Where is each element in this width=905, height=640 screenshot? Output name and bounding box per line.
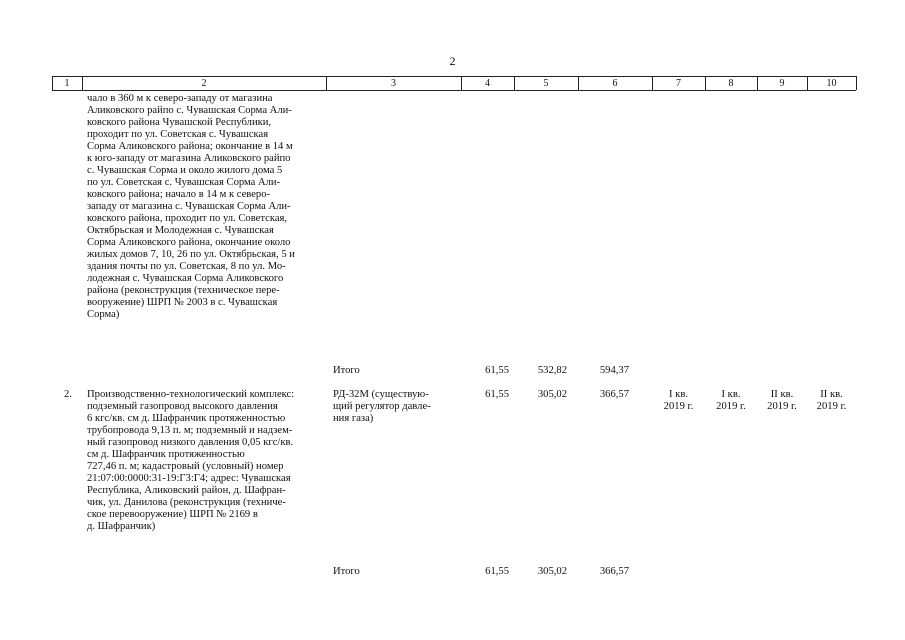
description-line: Аликовского райпо с. Чувашская Сорма Али-	[87, 105, 292, 116]
subtotal-col4: 61,55	[485, 365, 509, 376]
equipment-line: щий регулятор давле-	[333, 401, 431, 412]
description-line: здания почты по ул. Советская, 8 по ул. Мо-	[87, 261, 286, 272]
description-line: 727,46 п. м; кадастровый (условный) номер	[87, 461, 284, 472]
description-line: ковского района; начало в 14 м к северо-	[87, 189, 271, 200]
description-line: вооружение) ШРП № 2003 в с. Чувашская	[87, 297, 278, 308]
description-line: ный газопровод низкого давления 0,05 кгс/кв.	[87, 437, 294, 448]
col-header-10: 10	[826, 78, 837, 89]
subtotal-col5: 532,82	[537, 365, 567, 376]
description-line: проходит по ул. Советская с. Чувашская	[87, 129, 269, 140]
description-line: д. Шафранчик)	[87, 521, 156, 532]
col-header-7: 7	[676, 78, 681, 89]
description-line: жилых домов 7, 10, 26 по ул. Октябрьская, 5 и	[87, 249, 295, 260]
description-line: см д. Шафранчик протяженностью	[87, 449, 245, 460]
row-2-equipment	[333, 389, 453, 425]
col-header-1: 1	[64, 78, 70, 89]
subtotal-col5: 305,02	[537, 566, 567, 577]
row-2-description	[87, 389, 323, 533]
header-bottom-border	[52, 90, 856, 91]
quarter-label: I кв.	[669, 389, 688, 400]
subtotal-col4: 61,55	[485, 566, 509, 577]
description-line: Октябрьская и Молодежная с. Чувашская	[87, 225, 274, 236]
col-divider	[856, 76, 857, 90]
description-line: района (реконструкция (техническое пере-	[87, 285, 280, 296]
year-label: 2019 г.	[663, 401, 694, 412]
quarter-label: II кв.	[770, 389, 794, 400]
equipment-line: ния газа)	[333, 413, 374, 424]
row-2-number: 2.	[64, 389, 72, 400]
description-line: ское перевооружение) ШРП № 2169 в	[87, 509, 258, 520]
description-line: 6 кгс/кв. см д. Шафранчик протяженностью	[87, 413, 286, 424]
description-line: чало в 360 м к северо-западу от магазина	[87, 93, 273, 104]
description-line: западу от магазина с. Чувашская Сорма Али-	[87, 201, 291, 212]
subtotal-col6: 366,57	[599, 566, 629, 577]
col-header-9: 9	[779, 78, 785, 89]
row-2-col7	[652, 389, 705, 413]
row-2-col8	[705, 389, 757, 413]
description-line: Сорма Аликовского района; окончание в 14 м	[87, 141, 293, 152]
equipment-line: РД-32М (существую-	[333, 389, 429, 400]
quarter-label: II кв.	[820, 389, 843, 400]
description-line: ковского района, проходит по ул. Советская,	[87, 213, 288, 224]
quarter-label: I кв.	[721, 389, 741, 400]
page-number: 2	[449, 54, 456, 68]
description-line: к юго-западу от магазина Аликовского райпо	[87, 153, 291, 164]
description-line: Сорма)	[87, 309, 120, 320]
subtotal-label: Итого	[333, 566, 360, 577]
description-line: Сорма Аликовского района, окончание около	[87, 237, 291, 248]
description-line: трубопровода 9,13 п. м; подземный и надзем-	[87, 425, 293, 436]
row-2-col9	[757, 389, 807, 413]
description-line: 21:07:00:0000:31-19:Г3:Г4; адрес: Чувашская	[87, 473, 291, 484]
row-1-description	[87, 93, 323, 321]
col-header-5: 5	[543, 78, 549, 89]
row-2-col6: 366,57	[599, 389, 629, 400]
description-line: с. Чувашская Сорма и около жилого дома 5	[87, 165, 283, 176]
description-line: Республика, Аликовский район, д. Шафран-	[87, 485, 286, 496]
description-line: лодежная с. Чувашская Сорма Аликовского	[87, 273, 284, 284]
col-header-2: 2	[201, 78, 207, 89]
description-line: подземный газопровод высокого давления	[87, 401, 278, 412]
col-header-8: 8	[728, 78, 734, 89]
year-label: 2019 г.	[716, 401, 746, 412]
row-2-col4: 61,55	[485, 389, 509, 400]
col-header-4: 4	[485, 78, 490, 89]
year-label: 2019 г.	[816, 401, 847, 412]
description-line: по ул. Советская с. Чувашская Сорма Али-	[87, 177, 281, 188]
description-line: чик, ул. Данилова (реконструкция (техниче-	[87, 497, 286, 508]
row-2-col5: 305,02	[537, 389, 567, 400]
col-header-3: 3	[391, 78, 396, 89]
subtotal-col6: 594,37	[599, 365, 629, 376]
description-line: ковского района Чувашской Республики,	[87, 117, 272, 128]
year-label: 2019 г.	[767, 401, 797, 412]
description-line: Производственно-технологический комплекс:	[87, 389, 295, 400]
subtotal-label: Итого	[333, 365, 360, 376]
row-2-col10	[807, 389, 856, 413]
col-header-6: 6	[612, 78, 618, 89]
